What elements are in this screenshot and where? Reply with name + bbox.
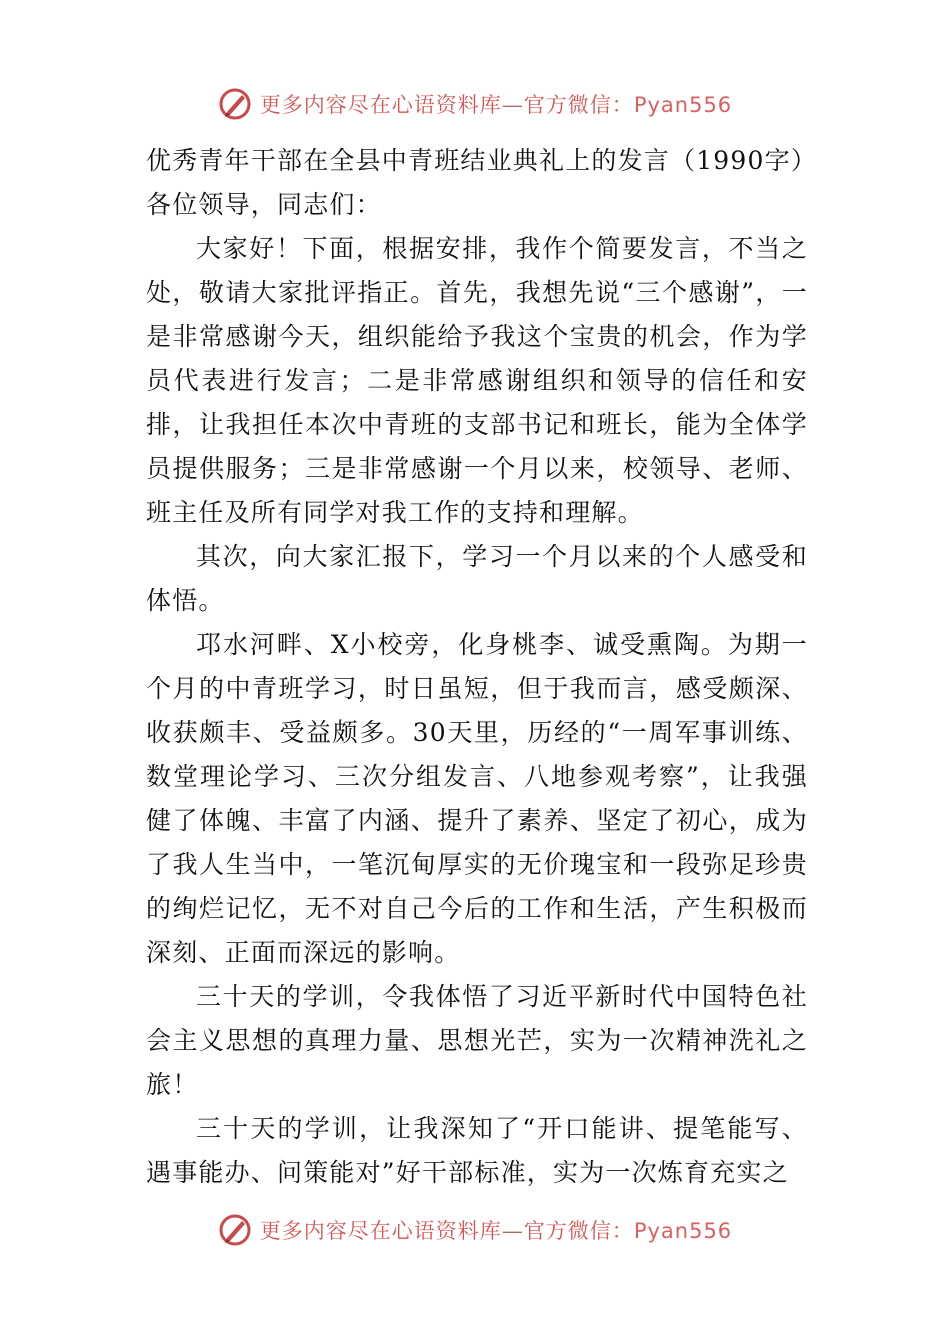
salutation: 各位领导，同志们： bbox=[146, 190, 382, 219]
paragraph: 其次，向大家汇报下，学习一个月以来的个人感受和体悟。 bbox=[146, 542, 808, 615]
paragraph: 邛水河畔、X小校旁，化身桃李、诚受熏陶。为期一个月的中青班学习，时日虽短，但于我而言，感受颇深、收获颇丰、受益颇多。30天里，历经的“一周军事训练、数堂理论学习、三次分组发言、八地参观考察”，让我强健了体魄、丰富了内涵、提升了素养、坚定了初心，成为了我人生当中，一笔沉甸厚实的无价瑰宝和一段弥足珍贵的绚烂记忆，无不对自己今后的工作和生活，产生积极而深刻、正面而深远的影响。 bbox=[146, 630, 808, 967]
document-body bbox=[146, 139, 818, 1195]
footer-watermark bbox=[0, 1210, 950, 1250]
document-title: 优秀青年干部在全县中青班结业典礼上的发言（1990字） bbox=[146, 146, 818, 175]
paragraph: 大家好！下面，根据安排，我作个简要发言，不当之处，敬请大家批评指正。首先，我想先说“三个感谢”，一是非常感谢今天，组织能给予我这个宝贵的机会，作为学员代表进行发言；二是非常感谢组织和领导的信任和安排，让我担任本次中青班的支部书记和班长，能为全体学员提供服务；三是非常感谢一个月以来，校领导、老师、班主任及所有同学对我工作的支持和理解。 bbox=[146, 234, 808, 527]
watermark-text: 更多内容尽在心语资料库—官方微信：Pyan556 bbox=[259, 93, 733, 117]
watermark-text: 更多内容尽在心语资料库—官方微信：Pyan556 bbox=[259, 1219, 733, 1243]
pen-seal-icon bbox=[218, 1213, 252, 1247]
header-watermark bbox=[0, 84, 950, 124]
paragraph: 三十天的学训，让我深知了“开口能讲、提笔能写、遇事能办、问策能对”好干部标准，实为一次炼育充实之 bbox=[146, 1114, 808, 1187]
paragraph: 三十天的学训，令我体悟了习近平新时代中国特色社会主义思想的真理力量、思想光芒，实为一次精神洗礼之旅！ bbox=[146, 982, 808, 1099]
pen-seal-icon bbox=[218, 87, 252, 121]
